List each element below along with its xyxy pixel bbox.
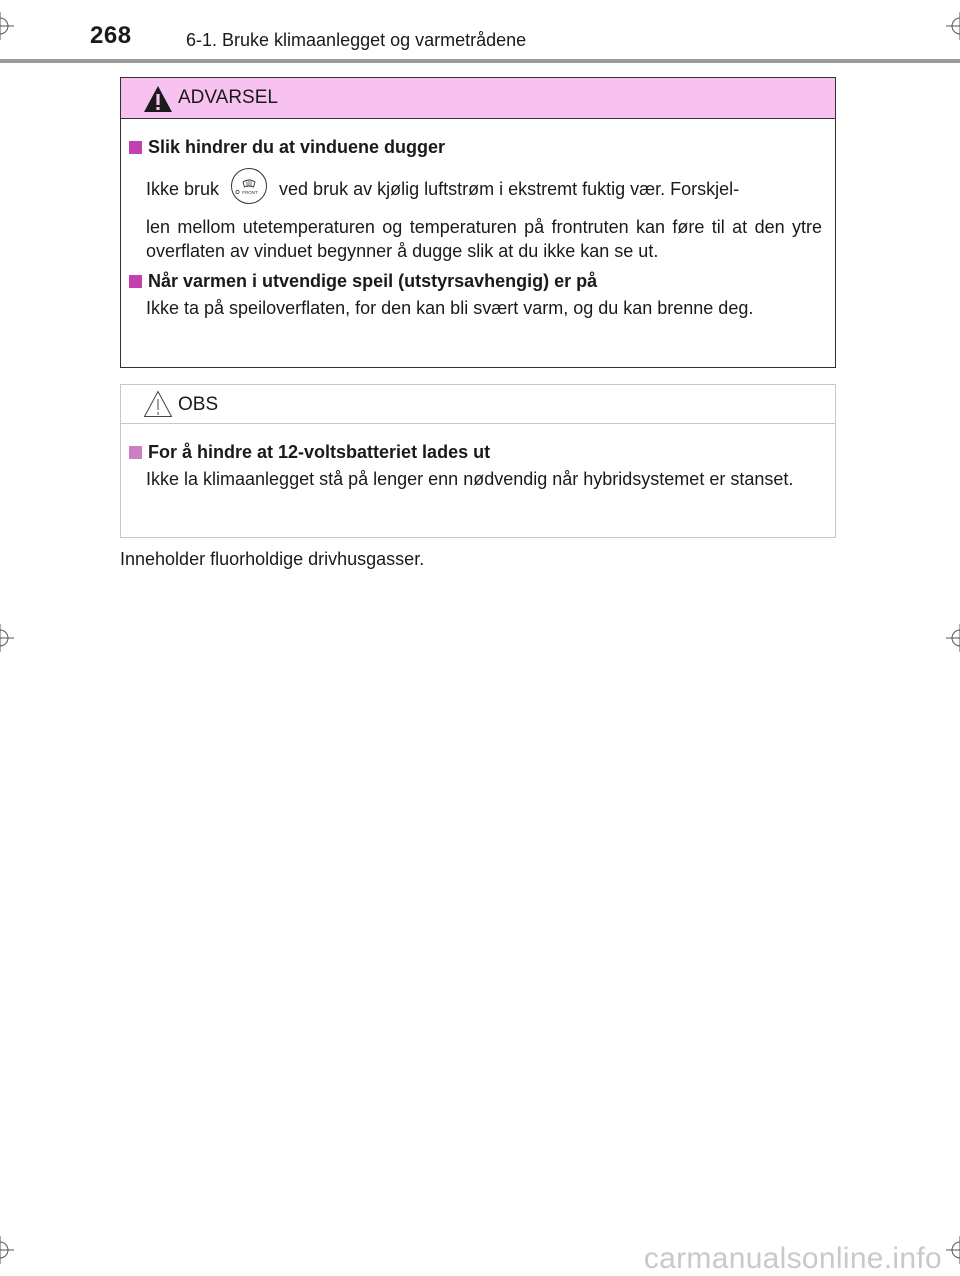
warning-triangle-icon — [143, 85, 173, 113]
watermark: carmanualsonline.info — [643, 1242, 942, 1275]
warning-item-text-continued: len mellom utetemperaturen og temperaturen på frontruten kan føre til at den ytre overflaten av vinduet begynner å dugge slik at du ikke kan se ut. — [146, 217, 822, 261]
bullet-square-icon — [129, 446, 142, 459]
crop-mark-middle-right — [946, 624, 960, 652]
warning-item-title-text: Slik hindrer du at vinduene dugger — [148, 137, 446, 157]
notice-item-title-text: For å hindre at 12-voltsbatteriet lades ut — [148, 442, 491, 462]
warning-label: ADVARSEL — [178, 87, 278, 108]
crop-mark-middle-left — [0, 624, 14, 652]
page-header — [0, 0, 960, 66]
header-rule — [0, 59, 960, 63]
warning-item-title-text: Når varmen i utvendige speil (utstyrsavhengig) er på — [148, 271, 598, 291]
caution-triangle-outline-icon — [143, 390, 173, 418]
bullet-square-icon — [129, 141, 142, 154]
warning-box — [120, 77, 836, 368]
notice-item-title — [129, 440, 822, 464]
page-number: 268 — [90, 22, 132, 49]
notice-item-text: Ikke la klimaanlegget stå på lenger enn nødvendig når hybridsystemet er stanset. — [146, 469, 794, 489]
notice-box — [120, 384, 836, 538]
warning-body — [121, 135, 835, 320]
warning-text-after-icon: ved bruk av kjølig luftstrøm i ekstremt fuktig vær. Forskjel- — [279, 178, 740, 199]
notice-label: OBS — [178, 394, 219, 415]
warning-item-text — [129, 171, 822, 209]
body-text: Inneholder fluorholdige drivhusgasser. — [120, 549, 425, 569]
warning-item-title — [129, 135, 822, 159]
notice-header — [121, 385, 835, 424]
section-title: 6-1. Bruke klimaanlegget og varmetrådene — [186, 30, 527, 50]
warning-item-text: Ikke ta på speiloverflaten, for den kan bli svært varm, og du kan brenne deg. — [146, 298, 754, 318]
bullet-square-icon — [129, 275, 142, 288]
warning-item-title — [129, 269, 822, 293]
crop-mark-bottom-right — [946, 1236, 960, 1264]
notice-body — [121, 440, 835, 491]
warning-text-before-icon: Ikke bruk — [146, 178, 220, 199]
crop-mark-bottom-left — [0, 1236, 14, 1264]
front-icon-caption: FRONT — [242, 190, 258, 195]
warning-header — [121, 78, 835, 119]
front-defroster-button-icon — [227, 167, 271, 205]
